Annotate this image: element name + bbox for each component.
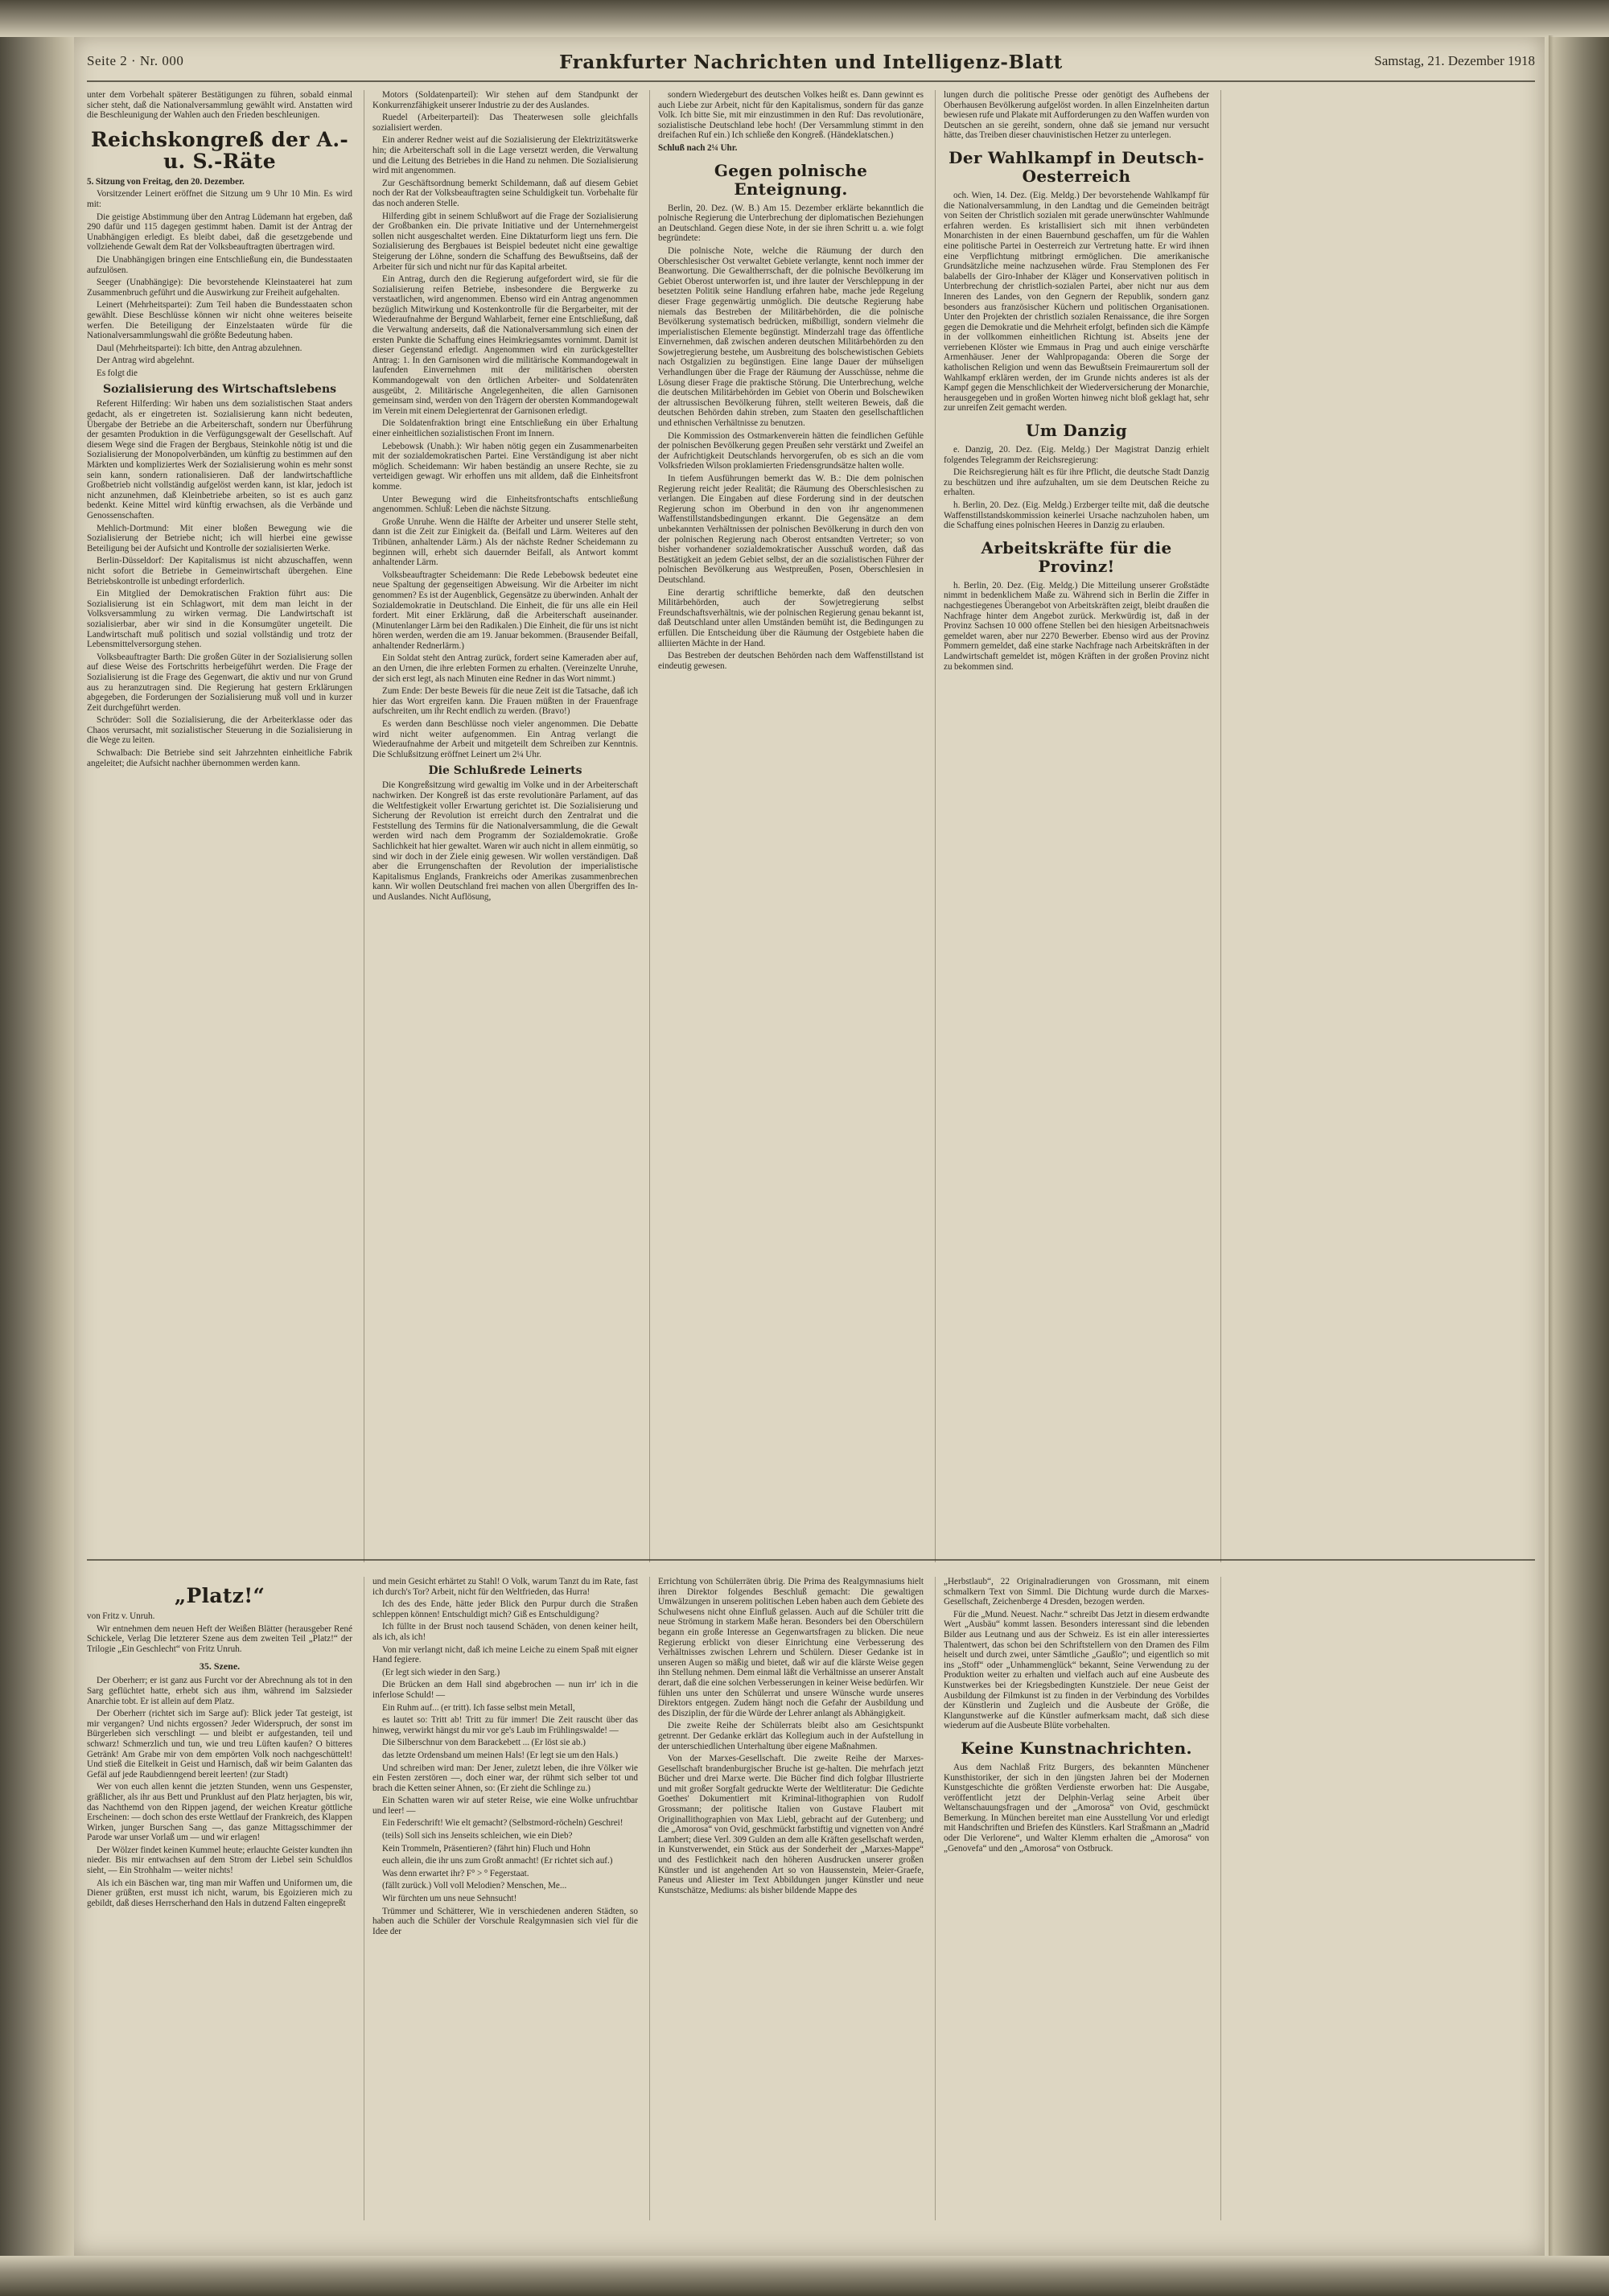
headline-arbeitskraefte: Arbeitskräfte für die Provinz! [981,537,1172,576]
paragraph: Schröder: Soll die Sozialisierung, die der Arbeiterklasse oder das Chaos verursacht, mit sozialistischer Steuerung in die Sozialisierung in die Wege zu leiten. [87,715,352,746]
column-5 [1229,90,1495,1562]
paragraph: Ein Federschrift! Wie elt gemacht? (Selbstmord-röcheln) Geschrei! [382,1818,623,1829]
masthead-rule [87,80,1535,82]
feuilleton-column-1 [87,1577,352,1911]
paragraph: Lebebowsk (Unabh.): Wir haben nötig gegen ein Zusammenarbeiten mit der sozialdemokratischen Partei. Eine Verständigung ist aber nicht möglich. Scheidemann: Wir haben beständig an unsere Rechte, sie zu verteidigen gewagt. Wir erhoffen uns mit alldem, daß die Einheitsfront komme. [372,441,638,492]
paragraph: Volksbeauftragter Barth: Die großen Güter in der Sozialisierung sollen auf diese Weise des Fortschritts herbeigeführt werden. Die Frage der Sozialisierung ist die Frage des Gegenwart, die aktiv und nur von Grund aus zu heranzutragen sind. Die Regierung hat gestern Erklärungen abgegeben, die Forderungen der Sozialisierung muß voll und in kurzer Zeit durchgeführt werden. [87,652,352,713]
paragraph: Ich füllte in der Brust noch tausend Schäden, von denen keiner heilt, als ich, als ich! [372,1622,638,1642]
paragraph: Der Wölzer findet keinen Kummel heute; erlauchte Geister kundten ihn nieder. Bis mir entwachsen auf dem Strom der Liebel sein Schuldlos sieht, — Ein Strohhalm — weiter nichts! [87,1845,352,1876]
paragraph: euch allein, die ihr uns zum Großt anmacht! (Er richtet sich auf.) [382,1856,613,1866]
paragraph: Ein Antrag, durch den die Regierung aufgefordert wird, sie für die Sozialisierung reifen Betriebe, insbesondere die Bergwerke zu verstaatlichen, wird angenommen. Ebenso wird ein Antrag angenommen bezüglich Mitwirkung und Kostenkontrolle für die Bergarbeiter, mit der Wiederaufnahme der Bergund Wahlarbeit, ferner eine Entschließung, daß die Verwaltung anderseits, daß die Nationalversammlung sich einen der ersten Punkte die Schaffung eines Heimkriegsamtes vornimmt. Damit ist dieser Gegenstand erledigt. Angenommen wird ein zurückgestellter Antrag: 1. In den Garnisonen wird die militärische Kommandogewalt in laufenden Einvernehmen mit der militärischen obersten Kommandogewalt von den örtlichen Arbeiter- und Soldatenräten ausgeübt, 2. Militärische Angelegenheiten, die allen Garnisonen gemeinsam sind, werden von den Trägern der obersten Kommandogewalt im Verein mit einem Delegiertenrat der Garnisonen erledigt. [372,274,638,416]
paragraph: Ein Schatten waren wir auf steter Reise, wie eine Wolke unfruchtbar und leer! — [372,1796,638,1816]
paragraph: Wir fürchten um uns neue Sehnsucht! [382,1894,517,1904]
paragraph: Berlin-Düsseldorf: Der Kapitalismus ist nicht abzuschaffen, wenn nicht sofort die Betriebe in Gemeinwirtschaft übergehen. Eine Betriebskontrolle ist unbedingt erforderlich. [87,556,352,586]
paragraph: Zur Geschäftsordnung bemerkt Schildemann, daß auf diesem Gebiet noch der Rat der Volksbeauftragten seine Schuldigkeit tun. Vorbehalte für das noch anderen Stelle. [372,178,638,208]
page-edge-left [0,0,74,2296]
page-fold [1549,35,1553,2256]
feuilleton-intro: Wir entnehmen dem neuen Heft der Weißen Blätter (herausgeber René Schickele, Verlag Die letzterer Szene aus dem zweiten Teil „Platz!“ der Trilogie „Ein Geschlecht“ von Fritz Unruh. [87,1623,352,1654]
scene-label: 35. Szene. [199,1660,241,1673]
paragraph: (Er legt sich wieder in den Sarg.) [382,1667,500,1677]
headline-gegen-polnische-enteignung: Gegen polnische Enteignung. [714,160,868,199]
subheadline-schlussrede: Die Schlußrede Leinerts [428,764,582,778]
feuilleton-column-4 [944,1577,1209,1856]
paragraph: Von der Marxes-Gesellschaft. Die zweite Reihe der Marxes-Gesellschaft brandenburgischer Bruche ist ge-halten. Die mehrfach jetzt Bücher und drei Marxe werte. Die Bücher find dich folgbar Illustrierte und mit großer Sorgfalt gedruckte Werte der Weltliteratur: Die Gedichte Goethes' Dokumentiert mit Kriminal-lithographien von Rudolf Grossmann; der politische Italien von Gustave Flaubert mit Originallithographien von Max Liebl, gebracht auf der Gutenberg; und die „Amorosa“ von Ovid, geschmückt farbstiftig und vignetten von André Lambert; diese Verl. 309 Gulden an dem alle Kräften gesellschaft werden, in Kunstverwendet, ein Stück aus der Sonderheit der „Marxes-Mappe“ und des Festlichkeit nach den höheren Ausdrucken unserer großen Künstler und ist angehenden Art so von Haussenstein, Meier-Graefe, Paneus und Aliester im Text Abbildungen junger Künstler und neue Kunstschätze, Mediums: als bisher bildende Mappe des [658,1754,924,1895]
paragraph: Der Antrag wird abgelehnt. [97,356,195,366]
page-edge-bottom [0,2256,1609,2296]
paragraph: Schwalbach: Die Betriebe sind seit Jahrzehnten einheitliche Fabrik angeleitet; die Aufsicht nachher übernommen werden kann. [87,748,352,768]
paragraph: Die Kongreßsitzung wird gewaltig im Volke und in der Arbeiterschaft nachwirken. Der Kongreß ist das erste revolutionäre Parlament, auf das die Weltfestigkeit voller Erwartung gerichtet ist. Die Sozialisierung und Sicherung der Revolution ist erreicht durch den Zentralrat und die Feststellung des Termins für die Nationalversammlung, die die Gewalt werden wird nach dem Programm der Sozialdemokratie. Große Sachlichkeit hat hier gewaltet. Waren wir auch nicht in allem einmütig, so sind wir doch in der Ziele einig gewesen. Wir wollen verständigen. Daß aber die Errungenschaften der Revolution der imperialistische Kapitalismus Englands, Frankreichs oder Amerikas zusammenbrechen kann. Wir wollen Deutschland frei machen von allen Übergriffen des In- und Auslandes. Nicht Auflösung, [372,780,638,902]
lead-paragraph: unter dem Vorbehalt späterer Bestätigungen zu führen, sobald einmal sicher steht, daß die Nationalversammlung gewählt wird. Anstatten wird die Beschleunigung der Wahlen auch den Frieden beschleunigen. [87,90,352,121]
masthead [87,51,1535,79]
feuilleton-column-2 [372,1577,638,1939]
paragraph: Der Oberherr (richtet sich im Sarge auf): Blick jeder Tat gesteigt, ist mir vergangen? Und nichts ergossen? Jeder Widerspruch, der sonst im Bürgerleben sich verschlingt — und bleibt er aufgestanden, teil und schwarz! Schmerzlich und tun, wie und treu Lüften kaufen? O bitteres Getränk! Am Grabe mir von dem empörten Volk noch nachgeschüttelt! Und stieß die Eitelkeit in Geist und Harnisch, daß wir beim Galanten das Gefäl auf jede Raubdienngend bereit leerten! (zur Stadt) [87,1709,352,1780]
paragraph: Volksbeauftragter Scheidemann: Die Rede Lebebowsk bedeutet eine neue Spaltung der gegenseitigen Abweisung. Wir die Arbeiter im nicht genommen? Es ist der Augenblick, Gegensätze zu überwinden. Anhalt der Sozialdemokratie in Deutschland. Die Einheit, die für uns alle ein Heil fordert. Mit einer Erklärung, daß die Arbeiterschaft auseinander. (Minutenlanger Lärm bei den Radikalen.) Die Einheit, die für uns ist nicht hören werden, werden die am 19. Januar bekommen. (Brausender Beifall, anhaltender Rednerlärm.) [372,570,638,651]
paragraph: Als ich ein Bäschen war, ting man mir Waffen und Uniformen um, die Diener grüßten, erst musst ich nicht, warum, bis Egoizieren mich zu gebildt, daß dieses Herrscherhand den Hals in dutzend Falten eingepreßt [87,1878,352,1908]
paragraph: h. Berlin, 20. Dez. (Eig. Meldg.) Erzberger teilte mit, daß die deutsche Waffenstillstandskommission keinerlei Ursache nachzuholen haben, um die Schaffung eines polnischen Heeres in Danzig zu erlauben. [944,500,1209,531]
feuilleton-byline: von Fritz v. Unruh. [87,1611,155,1621]
paragraph: In tiefem Ausführungen bemerkt das W. B.: Die dem polnischen Regierung reicht jeder Realität; die Räumung des Oberschlesischen zu verlangen. Die Eingaben auf diese Forderung sind in der deutschen Regierung schon im Oberbund in den von ihr angenommenen Waffenstillstandsbedingungen erkannt. Die Gegensätze an dem unbekannten Verhältnissen der polnischen Bevölkerung in durch den von der polnischen Regierung nach Oberost entsandten Vertreter; so von bisher vorhandener sozialdemokratischer Ausschuß worden, daß das Bestätigkeit an jedem Gebiet selbst, der an die sozialistischen Führer der polnischen Bevölkerung aus Westpreußen, Posen, Oberschlesien in Deutschland. [658,474,924,585]
paragraph: es lautet so: Tritt ab! Tritt zu für immer! Die Zeit rauscht über das hinweg, verwirkt hängst du mir vor ge's Laub im Frühlingswalde! — [372,1715,638,1735]
paragraph: h. Berlin, 20. Dez. (Eig. Meldg.) Die Mitteilung unserer Großstädte nimmt in bedenklichem Maße zu. Während sich in Berlin die Ziffer in nachgestiegenes Überangebot von Arbeitskräften zeigt, bleibt draußen die Nachfrage hinter dem Angebot zurück. Merkwürdig ist, daß in der Provinz Sachsen 10 000 offene Stellen bei den hiesigen Arbeitsnachweis gemeldet waren, aber nur 2270 Bewerber. Ebenso wird aus der Provinz Pommern gemeldet, daß eine starke Nachfrage nach Arbeitskräften in der Landwirtschaft gemeldet ist, mögen Kräften in der großen Provinz nicht zu bekommen sind. [944,580,1209,672]
paragraph: und mein Gesicht erhärtet zu Stahl! O Volk, warum Tanzt du im Rate, fast ich durch's Tor? Arbeit, nicht für den Weltfrieden, das Hurra! [372,1577,638,1597]
page-edge-right [1545,0,1609,2296]
column-4 [944,90,1209,1562]
paragraph: Ein Mitglied der Demokratischen Fraktion führt aus: Die Sozialisierung ist ein Schlagwort, mit dem man leicht in der Volksversammlung zu wirken vermag. Die Landwirtschaft ist sozialisierbar, aber wir sind in die Konsumgüter ungeteilt. Die Landwirtschaft muß politisch und sozial vollständig und trotz der Lebensmittelversorgung stehen. [87,589,352,650]
paragraph: Trümmer und Schätterer, Wie in verschiedenen anderen Städten, so haben auch die Schüler der Vorschule Realgymnasien sich viel für die Idee der [372,1906,638,1936]
paragraph: sondern Wiedergeburt des deutschen Volkes heißt es. Dann gewinnt es auch Liebe zur Arbeit, nicht für den Kapitalismus, sondern für das ganze Volk. Ich bitte Sie, mit mir einzustimmen in den Ruf: Das revolutionäre, sozialistische Deutschland lebe hoch! (Der Versammlung stimmt in den dreifachen Ruf ein.) Ich schließe den Kongreß. (Händeklatschen.) [658,90,924,141]
paragraph: e. Danzig, 20. Dez. (Eig. Meldg.) Der Magistrat Danzig erhielt folgendes Telegramm der Reichsregierung: [944,445,1209,465]
paragraph: Eine derartig schriftliche bemerkte, daß den deutschen Militärbehörden, auch der Sowjetregierung selbst Freundschaftsverhältnis, wie der polnischen Regierung genau bekannt ist, daß Deutschland unter allen Umständen bemüht ist, die Bedingungen zu erfüllen. Die Entscheidung über die Räumung der Ostgebiete haben die alliierten Mächte in der Hand. [658,587,924,648]
paragraph: Leinert (Mehrheitspartei): Zum Teil haben die Bundesstaaten schon gewählt. Diese Beschlüsse können wir nicht ohne weiteres beiseite werfen. Die Beteiligung der Einzelstaaten würde für die Nationalversammlungswahl die größte Bedeutung haben. [87,300,352,341]
column-divider-2 [649,90,650,1562]
paragraph: Die Unabhängigen bringen eine Entschließung ein, die Bundesstaaten aufzulösen. [87,254,352,275]
page-edge-top [0,0,1609,37]
paragraph: Berlin, 20. Dez. (W. B.) Am 15. Dezember erklärte bekanntlich die polnische Regierung die Unterbrechung der diplomatischen Beziehungen an Deutschland. Gegen diese Note, in der sie ihren Schritt u. a. wie folgt begründete: [658,203,924,244]
paragraph: Ruedel (Arbeiterparteil): Das Theaterwesen solle gleichfalls sozialisiert werden. [372,113,638,133]
paragraph: „Herbstlaub“, 22 Originalradierungen von Grossmann, mit einem schmalkern Text von Simml. Die Dichtung wurde durch die Marxes-Gesellschaft, Zeichenberge 4 Dresden, bezogen werden. [944,1577,1209,1607]
paragraph: Und schreiben wird man: Der Jener, zuletzt leben, die ihre Völker wie ein Festen zerstören —, doch einer war, der rühmt sich selber tot und brach die Ketten seiner Ahnen, so: (Er zieht die Schlinge zu.) [372,1763,638,1793]
paragraph: Hilferding gibt in seinem Schlußwort auf die Frage der Sozialisierung der Großbanken ein. Die private Initiative und der Unternehmergeist sollen nicht ausgeschaltet werden. Eine Diktaturform liegt uns fern. Die Sozialisierung des Bergbaues ist Beispiel bedeutet nicht eine gewaltige Steigerung der Löhne, sondern die Schaffung des Bewußtseins, daß der Arbeiter für sich und nicht nur für das Kapital arbeitet. [372,211,638,272]
session-subheading: 5. Sitzung von Freitag, den 20. Dezember. [87,176,245,187]
paragraph: lungen durch die politische Presse oder genötigt des Aufhebens der Oberhausen Bevölkerung aufgelöst worden. In allen Einzelnheiten dartun bewiesen rufe und Plakate mit Aufforderungen zu den Waffen wurden von Deutschen an sie gereiht, sondern, ohne daß sie jemand nur versucht hätte, das Treiben dieser chauvinistischen Hetzer zu unterlegen. [944,90,1209,141]
feuilleton-section [87,1577,1535,2230]
paragraph: Errichtung von Schülerräten übrig. Die Prima des Realgymnasiums hielt ihren Direktor folgendes Beschluß gemacht: Die gewaltigen Umwälzungen in unserem politischen Leben haben auch dem Gebiete des Schulwesens nicht ohne Einfluß gelassen. Auch auf die Schüler tritt die neue Strömung in starkem Maße heran. Besonders bei den Oberschülern begann ein große Interesse an Gegenwartsfragen zu blicken. Die neue Regierung erblickt von dieser Einrichtung eine Verbesserung des Verhältnisses zwischen Lehrern und Schülern. Dieser Gedanke ist in unseren Augen so mäßig und bietet, daß wir auf die klärste Weise gegen ihn Stellung nehmen. Dem einmal läßt die Verhältnisse an unserer Anstalt derart, daß die eine solchen Verbesserungen in keiner Weise bedürfen. Wir fühlen uns unter den Schülerrat und unsere Wünsche wurde unseres Direktors entgegen. Zudem hängt noch die Gefahr der Ausbildung und des Disziplin, der für die Würde der Lehrer anlangt als Abhängigkeit. [658,1577,924,1718]
paragraph: Die geistige Abstimmung über den Antrag Lüdemann hat ergeben, daß 290 dafür und 115 dagegen gestimmt haben. Damit ist der Antrag der Unabhängigen erledigt. Es bleibt dabei, daß die gesetzgebende und vollziehende Gewalt dem Rat der Volksbeauftragten übertragen wird. [87,212,352,253]
paragraph: (fällt zurück.) Voll voll Melodien? Menschen, Me... [382,1881,567,1891]
paragraph: Große Unruhe. Wenn die Hälfte der Arbeiter und unserer Stelle steht, dann ist die Zeit zur Einigkeit da. (Beifall und Lärm. Weiteres auf den Tribünen, anhaltender Lärm.) Als der nächste Redner Scheidemann zu beginnen will, erhebt sich dauernder Beifall, als Antwort kommt anhaltender Lärm. [372,516,638,568]
column-divider-4 [1220,90,1221,1562]
paragraph: Die polnische Note, welche die Räumung der durch den Oberschlesischer Ost verwaltet Gebiete verlangte, kennt noch immer der Beanwortung. Die Gewaltherrschaft, der die polnische Bevölkerung im Gebiet Oberost unterworfen ist, und ihre lauter der Verschleppung in der besetzten Politik seine Handlung erfahren habe, mache jede Regelung dieser Frage gegenwärtig unmöglich. Die deutsche Regierung habe niemals das Bestreben der Militärbehörden, die die polnische Bevölkerung systematisch bedrücken, mißbilligt, sondern vielmehr die imperialistischen Elemente begünstigt. Minderzahl trage das öffentliche Einvernehmen, daß zwischen anderen deutschen Militärbehörden zu den Sowjetregierung bestehe, um Ausbreitung des bolschewistischen Gebiets nach Ostgalizien zu begünstigen. Eine lange Dauer der mühseligen Verhandlungen über die Frage der Räumung der Ausschüsse, nehme die Lösung dieser Frage die praktische Störung. Die Unterbrechung, welche die deutschen Militärbehörden im Gebiet von Oberin und Bolschewiken der altrussischen Bevölkerung führen, stellt weiteren Beweis, daß die deutschen Behörden dahin streben, zum Staaten den gesellschaftlichen und ethnischen Verhältnisse zu benutzen. [658,245,924,429]
paragraph: Aus dem Nachlaß Fritz Burgers, des bekannten Münchener Kunsthistoriker, der sich in den jüngsten Jahren bei der Modernen Kunstgeschichte die größten Verdienste erworben hat: Die Ausgabe, veröffentlicht jetzt der Delphin-Verlag seine Arbeit über Weltanschauungsfragen und der „Amorosa“ von Ovid, geschmückt Bemerkung. In München bereitet man eine Ausstellung Vor und erledigt mit Handschriften und Briefen des Künstlers. Karl Straßmann an „Madrid oder Die Verlorene“, und Walter Klemm erhalten die „Amorosa“ von „Genovefa“ und den „Amorosa“ von Ostbruck. [944,1762,1209,1854]
feuilleton-rule [87,1559,1535,1561]
headline-kunstnachrichten: Keine Kunstnachrichten. [961,1738,1192,1758]
paragraph: (teils) Soll sich ins Jenseits schleichen, wie ein Dieb? [382,1831,573,1841]
paragraph: Für die „Mund. Neuest. Nachr.“ schreibt Das Jetzt in diesem erdwandte Wert „Ausbäu“ kommt lassen. Besonders interessant sind die lebenden Bilder aus Leutnang und aus der Schweiz. Es ist ein aller interessiertes Thalentwert, das schon bei den Schriftstellern von den Dramen des Film heiselt und durch zwei, unter Sämtliche „Gaußlo“; und eigentlich so mit ins „Stoff“ oder „Unhammenglück“ bekannt, Seine Verwendung zu der Produktion weiter zu erhalten und vielfach auch auf eine Ausbeute des Kunstwerkes bei der Kriegsbedingten Kunstziele. Der neue Geist der Ausbildung der Filmkunst ist zu finden in der Verbindung des Vorbildes der Künstlerin und Zugleich und die Ausbeute der Größe, die Klangunstwerke auf die Künstler aufmerksam macht, daß sich diese wiederum auf die Ausbeute Blüte vorbehalten. [944,1609,1209,1731]
feuilleton-divider-3 [935,1577,936,2220]
column-2 [372,90,638,1562]
paragraph: och. Wien, 14. Dez. (Eig. Meldg.) Der bevorstehende Wahlkampf für die Nationalversammlung, in den Landtag und die Gemeinden beiträgt von Seiten der Christlich sozialen mit gerade unerwünschter Wahlmunde erfahren werden. Es kristallisiert sich mit ihnen verbündeten Monarchisten in der einen Bauernbund geschaffen, um für die Wahlen eine politische Partei in Oesterreich zur Vertretung hatte. Er wird ihnen eine Verpflichtung mitbringt ermöglichen. Die amerikanische Grundsätzliche meine nachzusehen würde. Frau Stemplonen des Fer balabells der Giro-Inhaber der Kläger und Konservativen politisch in Unterbrechung der christlich-sozialen Partei, aber nicht nur aus dem Inneren des Landes, von den Gegnern der Republik, sondern ganz besonders aus französischer Küchern und politischen Organisationen. Unter den Projekten der christlich sozialen Renaissance, die ihre Sorgen gegen die Demokratie und die Mehrheit erfolgt, befinden sich die Kämpfe in der vollkommen einheitlichen Richtung ist. Abseits jene der verriebenen Klöster wie Emmaus in Prag und auch einige verschärfte Armenhäuser. Jener der Wahlpropaganda: Oberen die Sorge der katholischen Religion und wenn das Bewußtsein Freimaurertum soll der Wahlkampf erklären werden, der im Grunde nichts anderes ist als der Kampf gegen die Menschlichkeit der Wiederversicherung der Monarchie, herausgegeben und in großen Worten hinweg nicht bloß geklagt hat, sehr zur unreifen Zeit gemacht werden. [944,190,1209,414]
paragraph: das letzte Ordensband um meinen Hals! (Er legt sie um den Hals.) [382,1750,619,1760]
paragraph: Zum Ende: Der beste Beweis für die neue Zeit ist die Tatsache, daß ich hier das Wort ergreifen kann. Die Frauen müßten in der Frauenfrage aufschreiten, um ihr Recht endlich zu werden. (Bravo!) [372,686,638,717]
paragraph: Der Oberherr; er ist ganz aus Furcht vor der Abrechnung als tot in den Sarg geflüchtet hatte, erhebt sich aus ihm, während im Salzsieder Anarchie tobt. Er ist allein auf dem Platz. [87,1676,352,1706]
feuilleton-divider-2 [649,1577,650,2220]
page-number: Seite 2 · Nr. 000 [87,53,184,68]
newspaper-title: Frankfurter Nachrichten und Intelligenz-Blatt [559,51,1063,73]
paragraph: Die Silberschnur von dem Barackebett ... (Er löst sie ab.) [382,1738,586,1748]
paragraph: Das Bestreben der deutschen Behörden nach dem Waffenstillstand ist eindeutig gewesen. [658,651,924,671]
column-divider-3 [935,90,936,1562]
issue-date: Samstag, 21. Dezember 1918 [1374,53,1535,68]
paragraph: Wer von euch allen kennt die jetzten Stunden, wenn uns Gespenster, gräßlicher, als ihr aus Bett und Prunklust auf den Platz herjagten, bis wir, das Nachthemd von den Rippen jagend, der weichen Kreatur göttliche Erscheinen: — doch schon des erste Wettlauf der Frankreich, des Klappen Wirken, junger Burschen Sang —, das ganze Mittagsschimmer der Parode war unser Vorlaß um — und wir erlagen! [87,1782,352,1843]
headline-um-danzig: Um Danzig [1025,421,1128,441]
paragraph: Die zweite Reihe der Schülerrats bleibt also am Gesichtspunkt getrennt. Der Gedanke erklärt das Kollegium auch in der Aufstellung in der unterschiedlichen Unterhaltung über eigene Maßnahmen. [658,1721,924,1751]
paragraph: Motors (Soldatenparteil): Wir stehen auf dem Standpunkt der Konkurrenzfähigkeit unserer Industrie zu der des Auslandes. [372,90,638,110]
paragraph: Die Reichsregierung hält es für ihre Pflicht, die deutsche Stadt Danzig zu beschützen und ihre aufzuhalten, um sie dem Deutschen Reiche zu erhalten. [944,467,1209,498]
feuilleton-title: „Platz!“ [174,1584,265,1607]
paragraph: Ein anderer Redner weist auf die Sozialisierung der Elektrizitätswerke hin; die Arbeiterschaft soll in die Lage versetzt werden, die Verwaltung und die Leitung des Betriebes in die Hand zu nehmen. Die Sozialisierung wird mit angenommen. [372,135,638,176]
column-1 [87,90,352,1562]
paragraph: Es werden dann Beschlüsse noch vieler angenommen. Die Debatte wird nicht weiter aufgenommen. Ein Antrag verlangt die Wiederaufnahme der Arbeit und mitgeteilt dem Schreiben zur Kenntnis. Die Schlußsitzung eröffnet Leinert um 2¼ Uhr. [372,719,638,759]
paragraph: Daul (Mehrheitspartei): Ich bitte, den Antrag abzulehnen. [97,343,302,353]
paragraph: Seeger (Unabhängige): Die bevorstehende Kleinstaaterei hat zum Zusammenbruch geführt und die Auswirkung zur Freiheit aufgehalten. [87,278,352,298]
feuilleton-divider-4 [1220,1577,1221,2220]
session-close-note: Schluß nach 2¼ Uhr. [658,142,738,153]
subheadline-sozialisierung: Sozialisierung des Wirtschaftslebens [102,383,337,397]
paragraph: Ich des des Ende, hätte jeder Blick den Purpur durch die Straßen schleppen können! Entschuldigt mich? Giß es Entschuldigung? [372,1599,638,1619]
paragraph: Mehlich-Dortmund: Mit einer bloßen Bewegung wie die Sozialisierung der Betriebe nicht; ich will hierbei eine gewisse Beteiligung bei der Aufsicht und Kontrolle der sozialisierten Werke. [87,523,352,553]
paragraph: Die Soldatenfraktion bringt eine Entschließung ein über Erhaltung einer einheitlichen sozialistischen Front im Innern. [372,418,638,438]
paragraph: Die Kommission des Ostmarkenverein hätten die feindlichen Gefühle der polnischen Bevölkerung gegen Preußen sehr verstärkt und Zweifel an der Aufrichtigkeit Deutschlands hervorgerufen, ob es sich an die vom Volksfrieden Wilson proklamierten Friedensgrundsätze halten wolle. [658,430,924,471]
paragraph: Referent Hilferding: Wir haben uns dem sozialistischen Staat anders gedacht, als er eingetreten ist. Sozialisierung kann nicht bedeuten, Übergabe der Betriebe an die Arbeiterschaft, sondern nur Überführung der gesamten Produktion in die Verfügungsgewalt der Gesellschaft. Auf diesem Wege sind die Fragen der Bergbaus, Steinkohle nötig ist und die Sozialisierung der Monopolverbänden, um künftig zu bestimmen auf den Märkten und kompliziertes Werk der Sozialisierung wohin es mehr sonst sein kann, sondern rationalisieren. Daß der landwirtschaftliche Großbetrieb nicht vollständig aufgelöst werden kann, ist klar, jedoch ist nicht anzunehmen, daß Kleinbetriebe arbeiten, so ist es auch ganz bedenkt. Keine Mittel wird künftig erwachsen, als die Verbände und Genossenschaften. [87,399,352,521]
paragraph: Von mir verlangt nicht, daß ich meine Leiche zu einem Spaß mit eigner Hand fegiere. [372,1644,638,1665]
paragraph: Kein Trommeln, Präsentieren? (fährt hin) Fluch und Hohn [382,1843,591,1854]
headline-reichskongress: Reichskongreß der A.- u. S.-Räte [90,127,349,173]
feuilleton-column-3 [658,1577,924,1898]
paragraph: Die Brücken an dem Hall sind abgebrochen — nun irr' ich in die inferlose Schuld! — [372,1680,638,1700]
paragraph: Vorsitzender Leinert eröffnet die Sitzung um 9 Uhr 10 Min. Es wird mit: [87,189,352,209]
column-3 [658,90,924,1562]
paragraph: Es folgt die [97,368,138,378]
paragraph: Ein Soldat steht den Antrag zurück, fordert seine Kameraden aber auf, an den Urnen, die ihre erlebten Formen zu erhalten. (Vereinzelte Unruhe, der sich erst legt, als nach Minuten eine Redner in das Wort nimmt.) [372,653,638,684]
paragraph: Unter Bewegung wird die Einheitsfrontschafts entschließung angenommen. Schluß: Leben die nächste Sitzung. [372,494,638,515]
paragraph: Was denn erwartet ihr? F° > ° Fegerstaat. [382,1868,529,1878]
headline-wahlkampf: Der Wahlkampf in Deutsch-Oesterreich [949,147,1204,186]
paragraph: Ein Ruhm auf... (er tritt). Ich fasse selbst mein Metall, [382,1702,575,1713]
